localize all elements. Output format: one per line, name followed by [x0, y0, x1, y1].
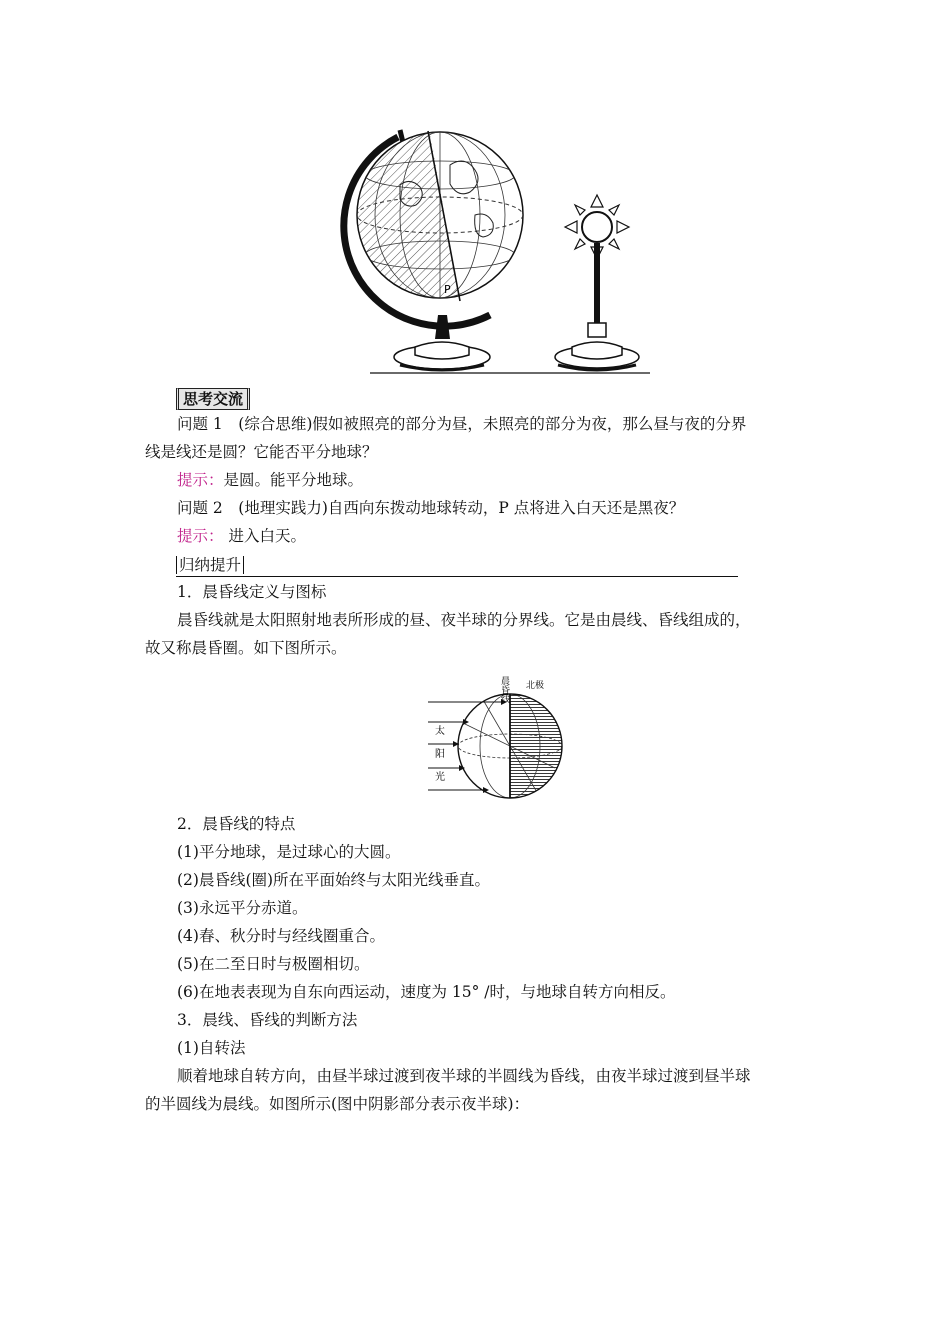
feature-item-3: (3)永远平分赤道。	[177, 899, 308, 917]
feature-item-5: (5)在二至日时与极圈相切。	[177, 955, 370, 973]
question-1-line-1: 问题 1 (综合思维)假如被照亮的部分为昼，未照亮的部分为夜，那么昼与夜的分界	[177, 415, 747, 433]
heading-3: 3．晨线、昏线的判断方法	[177, 1011, 358, 1029]
sunlight-label-3: 光	[435, 772, 445, 783]
question-2: 问题 2 (地理实践力)自西向东拨动地球转动，P 点将进入白天还是黑夜？	[177, 499, 685, 517]
hint-1	[177, 466, 847, 494]
think-section-title: 思考交流	[176, 388, 250, 410]
hint-2	[177, 522, 847, 550]
feature-item-2: (2)晨昏线(圈)所在平面始终与太阳光线垂直。	[177, 871, 491, 889]
heading-1: 1．晨昏线定义与图标	[177, 583, 327, 601]
hint-1-text: 是圆。能平分地球。	[223, 471, 364, 489]
summary-section-title	[176, 554, 738, 577]
paragraph-3-line-1: 顺着地球自转方向，由昼半球过渡到夜半球的半圆线为昏线，由夜半球过渡到昼半球	[177, 1067, 751, 1085]
hint-2-label: 提示：	[177, 527, 224, 545]
sunlight-label-1: 太	[435, 726, 445, 737]
paragraph-1-line-2: 故又称晨昏圈。如下图所示。	[145, 639, 347, 657]
paragraph-3-line-2: 的半圆线为晨线。如图所示(图中阴影部分表示夜半球)：	[145, 1095, 530, 1113]
question-1-line-2: 线是线还是圆？它能否平分地球？	[145, 443, 378, 461]
globe-and-sun-figure	[340, 125, 660, 380]
feature-item-4: (4)春、秋分时与经线圈重合。	[177, 927, 385, 945]
hint-2-text: 进入白天。	[223, 527, 306, 545]
terminator-label: 晨昏线	[499, 676, 509, 703]
feature-item-6: (6)在地表表现为自东向西运动，速度为 15° /时，与地球自转方向相反。	[177, 983, 676, 1001]
sub-heading-1: (1)自转法	[177, 1039, 246, 1057]
terminator-diagram	[420, 664, 570, 804]
heading-2: 2．晨昏线的特点	[177, 815, 296, 833]
sunlight-label-2: 阳	[435, 749, 445, 760]
paragraph-1-line-1: 晨昏线就是太阳照射地表所形成的昼、夜半球的分界线。它是由晨线、昏线组成的，	[177, 611, 751, 629]
summary-section-title-text: 归纳提升	[176, 556, 244, 574]
point-p-label: P	[444, 283, 451, 296]
north-pole-label: 北极	[526, 681, 545, 691]
feature-item-1: (1)平分地球，是过球心的大圆。	[177, 843, 401, 861]
hint-1-label: 提示：	[177, 471, 224, 489]
sun-lamp	[555, 195, 639, 370]
